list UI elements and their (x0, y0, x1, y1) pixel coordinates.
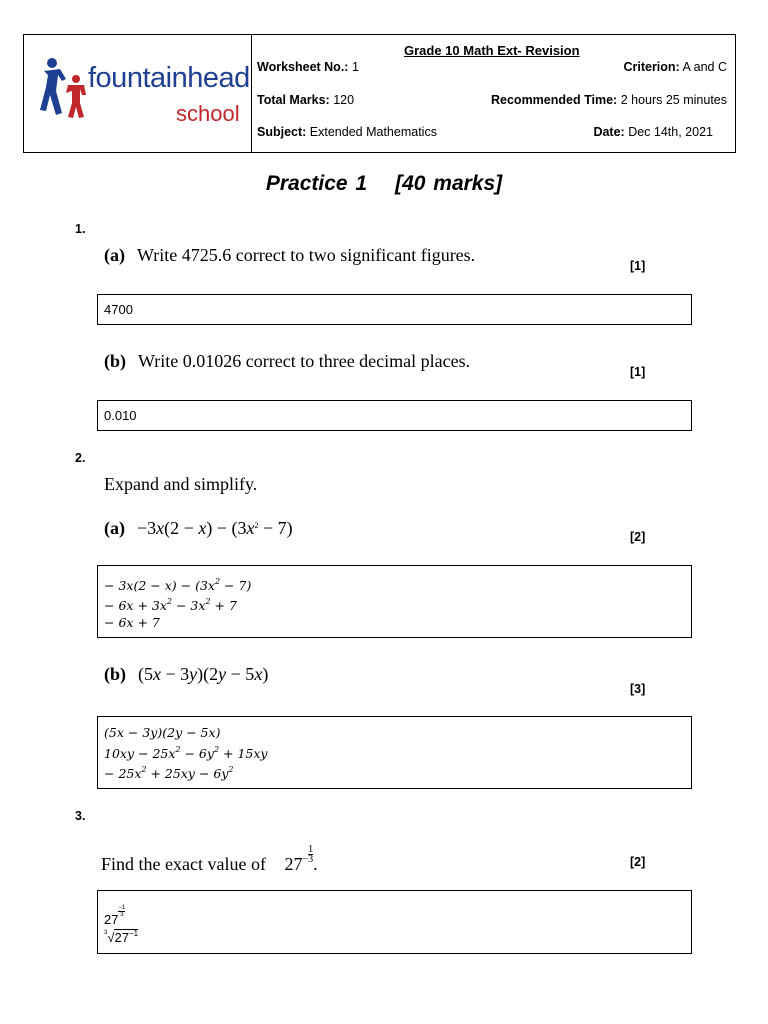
question-2a: $(a) -3x(2 - x) - (3x^2 - 7)$ (104, 518, 293, 538)
header-divider (251, 35, 252, 152)
logo-school-text: school (176, 101, 240, 126)
question-3-expression: 27− $\frac{1}{3}$ . (284, 844, 318, 874)
answer-3-line-2: $^3√27^{-1}$ (104, 929, 139, 945)
answer-2b-line-3: − $25x^2 + 25xy - 6y^2$ (104, 765, 234, 781)
question-1b: (b) Write 0.01026 correct to three decimal places. (104, 351, 471, 371)
total-marks: Total Marks: 120 (257, 93, 355, 107)
worksheet-title: Grade 10 Math Ext- Revision (404, 43, 580, 58)
question-2a-marks: [2] (630, 530, 646, 544)
answer-2b-line-2: $10xy - 25x^2 - 6y^2 + 15xy$ (104, 745, 268, 761)
question-3-marks: [2] (630, 855, 646, 869)
question-1a-marks: [1] (630, 259, 646, 273)
page-title: Practice 1 [40 marks] (265, 172, 503, 195)
subject: Subject: Extended Mathematics (257, 125, 437, 139)
answer-1b-text: 0.010 (104, 408, 137, 423)
school-logo (40, 55, 250, 135)
answer-3-line-1: 27 $\frac{-1}{3}$ (104, 905, 126, 927)
worksheet-header (23, 34, 736, 153)
answer-2b-line-1: (5x − 3y)(2y − 5x) (104, 725, 221, 740)
date: Date: Dec 14th, 2021 (593, 125, 713, 139)
question-2-intro: Expand and simplify. (104, 474, 258, 494)
answer-box-1a[interactable] (97, 294, 692, 325)
question-2b-marks: [3] (630, 682, 646, 696)
criterion: Criterion: A and C (623, 60, 727, 74)
question-1b-marks: [1] (630, 365, 646, 379)
question-2b-expression: (5x − 3y)(2y − 5x) (138, 664, 269, 684)
question-1a: (a) Write 4725.6 correct to two significant figures. (104, 245, 476, 265)
logo-wordmark: fountainhead (88, 62, 250, 94)
answer-1a-text: 4700 (104, 302, 133, 317)
answer-box-2a[interactable] (97, 565, 692, 638)
question-2-number: 2. (75, 451, 86, 465)
worksheet-number: Worksheet No.: 1 (257, 60, 359, 74)
answer-2a-line-2: − $6x + 3x^2 - 3x^2 + 7$ (104, 597, 237, 613)
question-1-number: 1. (75, 222, 86, 236)
answer-2a-line-3: − 6x + 7 (104, 615, 160, 630)
answer-box-3[interactable] (97, 890, 692, 954)
question-2a-expression: $-3x(2 - x) - (3x^2 - 7)$ (137, 518, 293, 538)
answer-2a-line-1: − $3x(2 - x) - (3x^2 - 7)$ (104, 577, 252, 593)
question-3: Find the exact value of 27− $\frac{1}{3}$ . (101, 844, 318, 874)
answer-box-1b[interactable] (97, 400, 692, 431)
question-2b: (b) (5x − 3y)(2y − 5x) (104, 664, 269, 684)
recommended-time: Recommended Time: 2 hours 25 minutes (491, 93, 727, 107)
question-3-number: 3. (75, 809, 86, 823)
answer-box-2b[interactable] (97, 716, 692, 789)
